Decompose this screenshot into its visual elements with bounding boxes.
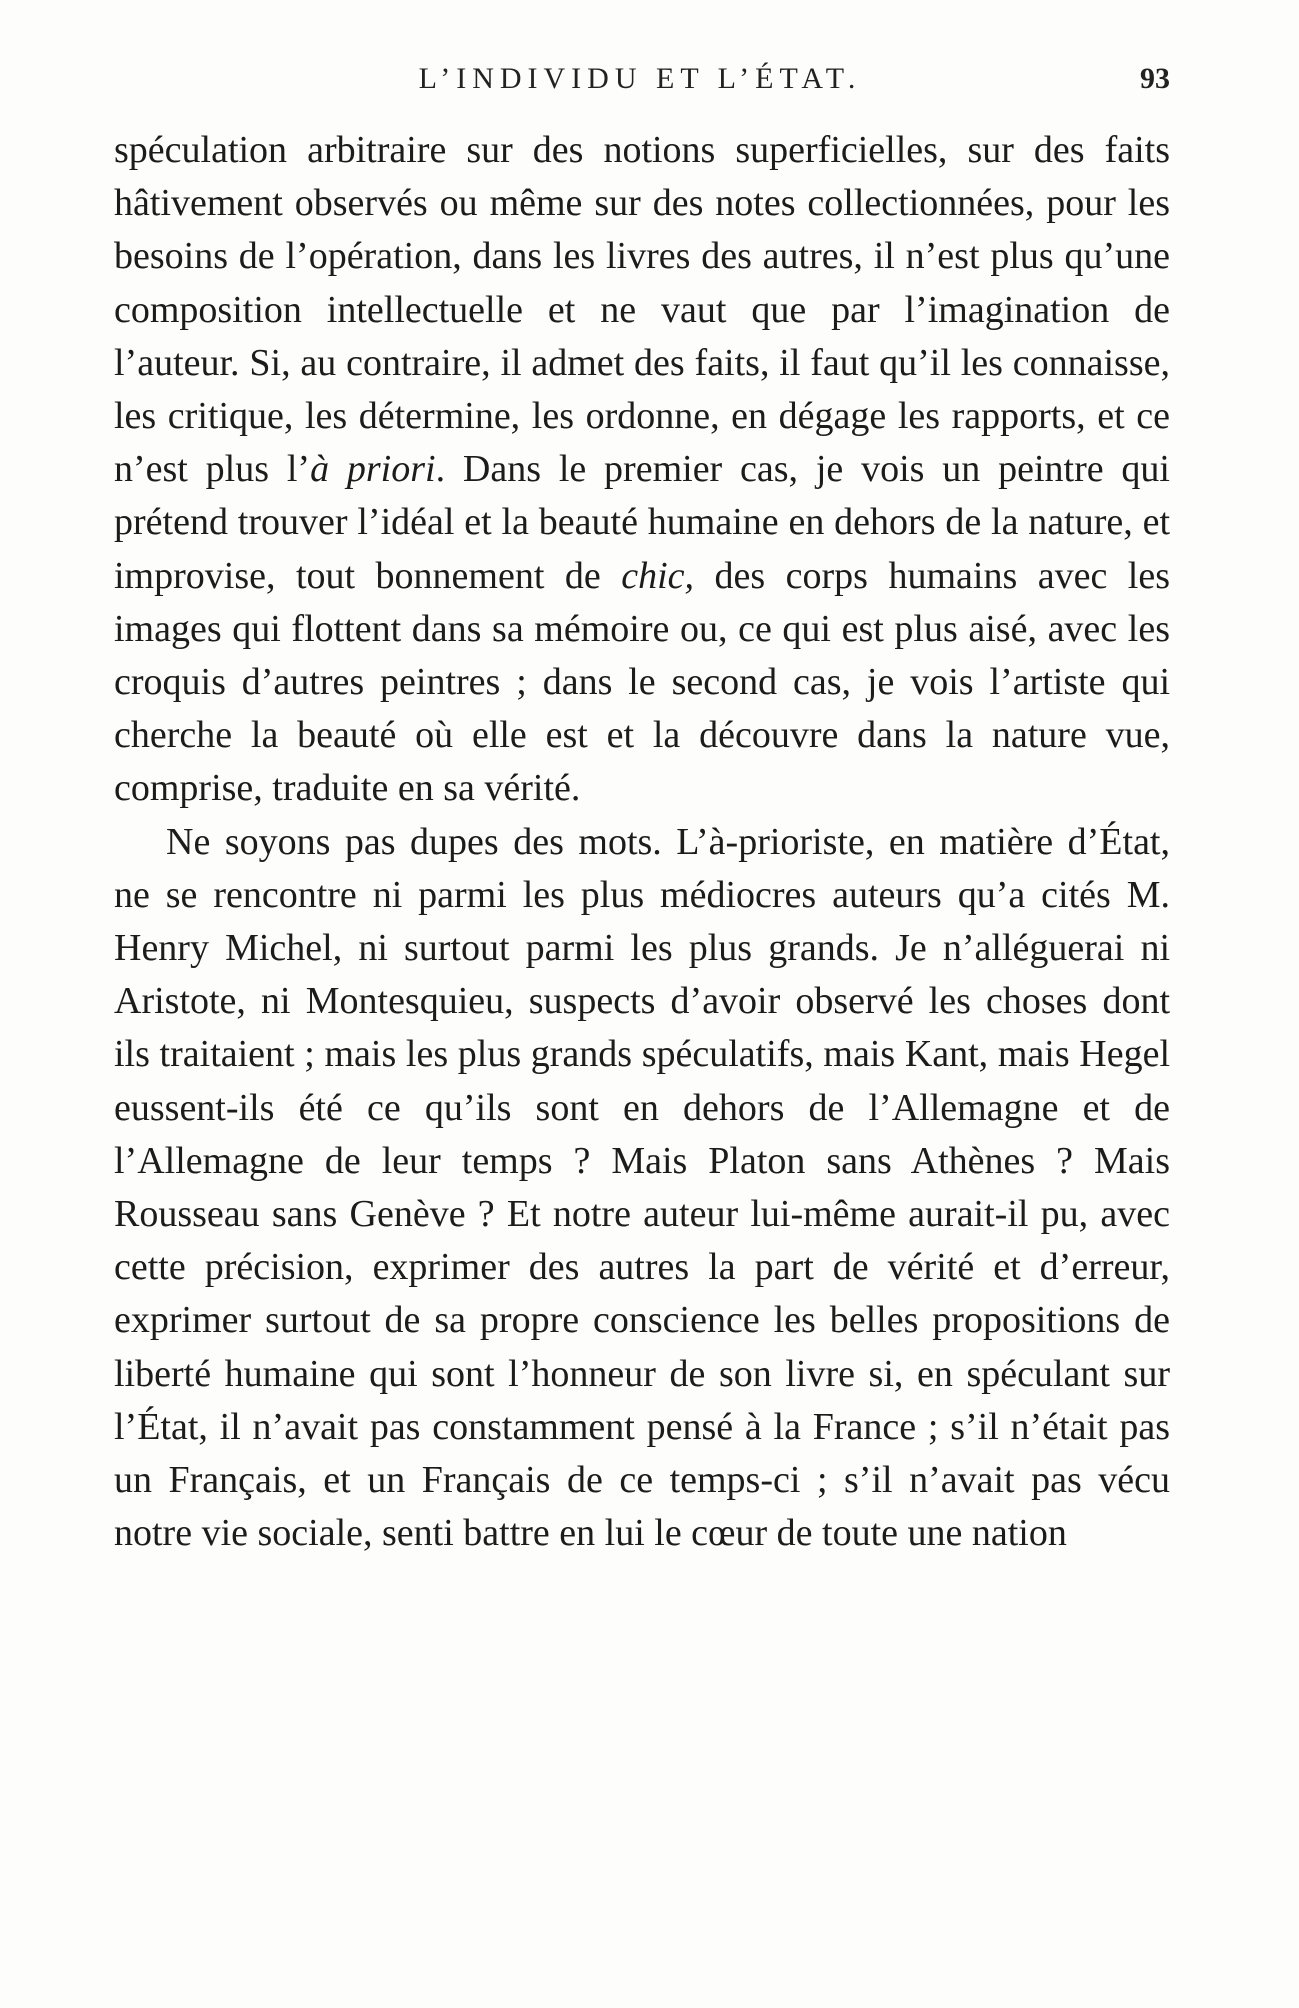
paragraph-1-part-3: des corps humains avec les images qui flottent dans sa mémoire ou, ce qui est plus aisé, avec les croquis d’autres peintres ; dans le second cas, je vois l’artiste qui cherche la beauté où elle est et la découvre dans la nature vue, comprise, traduite en sa vérité. <box>114 554 1171 810</box>
paragraph-1-part-2: . Dans le premier cas, je vois un peintre qui prétend trouver l’idéal et la beauté humaine en dehors de la nature, et improvise, tout bonnement de <box>114 448 1170 597</box>
paragraph-1-part-1: spéculation arbitraire sur des notions superficielles, sur des faits hâtivement observés ou même sur des notes collectionnées, pour les besoins de l’opération, dans les livres des autres, il n’est plus qu’une composition intellectuelle et ne vaut que par l’imagination de l’auteur. Si, au contraire, il admet des faits, il faut qu’il les connaisse, les critique, les détermine, les ordonne, en dégage les rapports, et ce n’est plus l’ <box>114 129 1170 491</box>
page-number: 93 <box>1140 62 1170 95</box>
italic-a-priori: à priori <box>310 448 436 491</box>
paragraph-1 <box>114 124 1170 816</box>
running-title: L’INDIVIDU ET L’ÉTAT. <box>418 62 862 95</box>
page-header <box>110 62 1170 112</box>
body-text <box>114 124 1170 1560</box>
italic-chic: chic, <box>621 554 695 597</box>
paragraph-2: Ne soyons pas dupes des mots. L’à-prioriste, en matière d’État, ne se rencontre ni parmi les plus médiocres auteurs qu’a cités M. Henry Michel, ni surtout parmi les plus grands. Je n’alléguerai ni Aristote, ni Montesquieu, suspects d’avoir observé les choses dont ils traitaient ; mais les plus grands spéculatifs, mais Kant, mais Hegel eussent-ils été ce qu’ils sont en dehors de l’Allemagne et de l’Allemagne de leur temps ? Mais Platon sans Athènes ? Mais Rousseau sans Genève ? Et notre auteur lui-même aurait-il pu, avec cette précision, exprimer des autres la part de vérité et d’erreur, exprimer surtout de sa propre conscience les belles propositions de liberté humaine qui sont l’honneur de son livre si, en spéculant sur l’État, il n’avait pas constamment pensé à la France ; s’il n’était pas un Français, et un Français de ce temps-ci ; s’il n’avait pas vécu notre vie sociale, senti battre en lui le cœur de toute une nation <box>114 820 1170 1555</box>
